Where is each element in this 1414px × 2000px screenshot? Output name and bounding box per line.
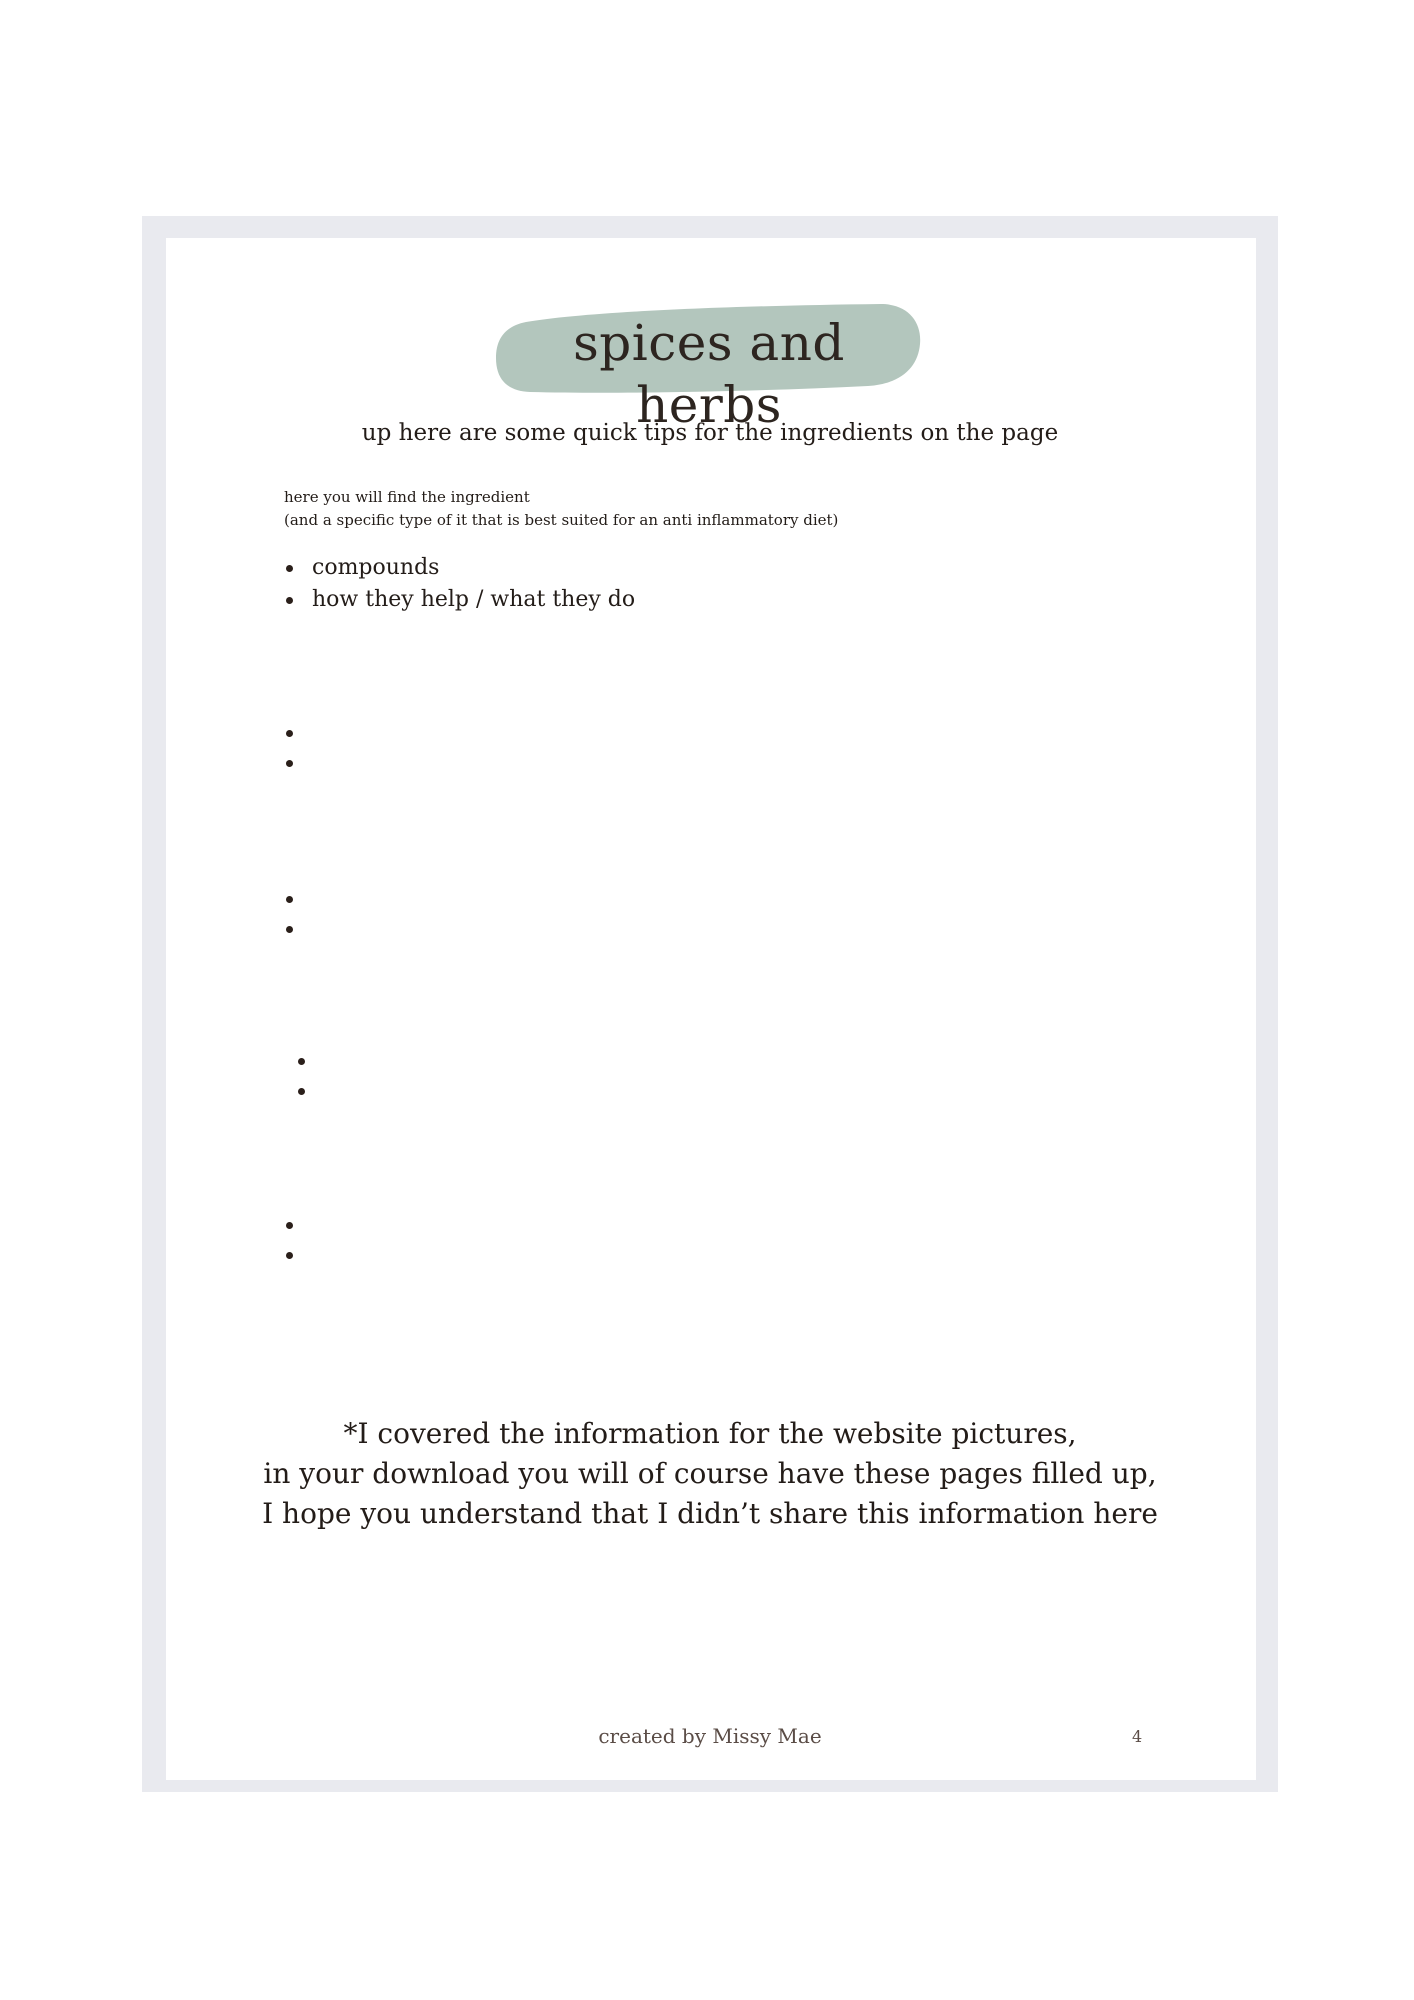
ingredient-bullets-1 (284, 552, 635, 616)
intro-text (284, 486, 838, 532)
ingredient-bullets-5 (284, 1209, 312, 1269)
note-line-3: I hope you understand that I didn’t share this information here (262, 1497, 1158, 1530)
footer-credit: created by Missy Mae (598, 1724, 822, 1748)
page-title: spices and herbs (573, 314, 845, 434)
bullet-dot-icon (286, 730, 293, 737)
bullet-dot-icon (286, 896, 293, 903)
list-item (296, 1045, 324, 1075)
page-subtitle: up here are some quick tips for the ingredients on the page (361, 420, 1059, 446)
list-item (284, 883, 312, 913)
list-item (284, 747, 312, 777)
note-line-2: in your download you will of course have these pages filled up, (263, 1457, 1157, 1490)
bullet-dot-icon (286, 1222, 293, 1229)
bullet-dot-icon (298, 1088, 305, 1095)
ingredient-bullets-4 (296, 1045, 324, 1105)
page-frame (142, 216, 1278, 1792)
list-item (284, 913, 312, 943)
intro-line-2: (and a specific type of it that is best suited for an anti inflammatory diet) (284, 511, 839, 529)
bullet-label-compounds: compounds (312, 555, 440, 580)
page-number: 4 (1132, 1727, 1143, 1746)
page-sheet (166, 238, 1256, 1780)
bullet-label-benefits: how they help / what they do (312, 587, 636, 612)
bullet-dot-icon (286, 926, 293, 933)
bullet-dot-icon (298, 1058, 305, 1065)
ingredient-bullets-3 (284, 883, 312, 943)
intro-line-1: here you will find the ingredient (284, 488, 530, 506)
bullet-dot-icon (286, 760, 293, 767)
bullet-dot-icon (286, 1252, 293, 1259)
ingredient-bullets-2 (284, 717, 312, 777)
list-item (284, 552, 635, 584)
privacy-note (142, 1414, 1278, 1534)
bullet-dot-icon (286, 597, 293, 604)
list-item (284, 1239, 312, 1269)
list-item (284, 717, 312, 747)
list-item (284, 584, 635, 616)
list-item (284, 1209, 312, 1239)
title-banner (496, 302, 922, 434)
note-line-1: *I covered the information for the website pictures, (343, 1417, 1077, 1450)
bullet-dot-icon (286, 565, 293, 572)
list-item (296, 1075, 324, 1105)
